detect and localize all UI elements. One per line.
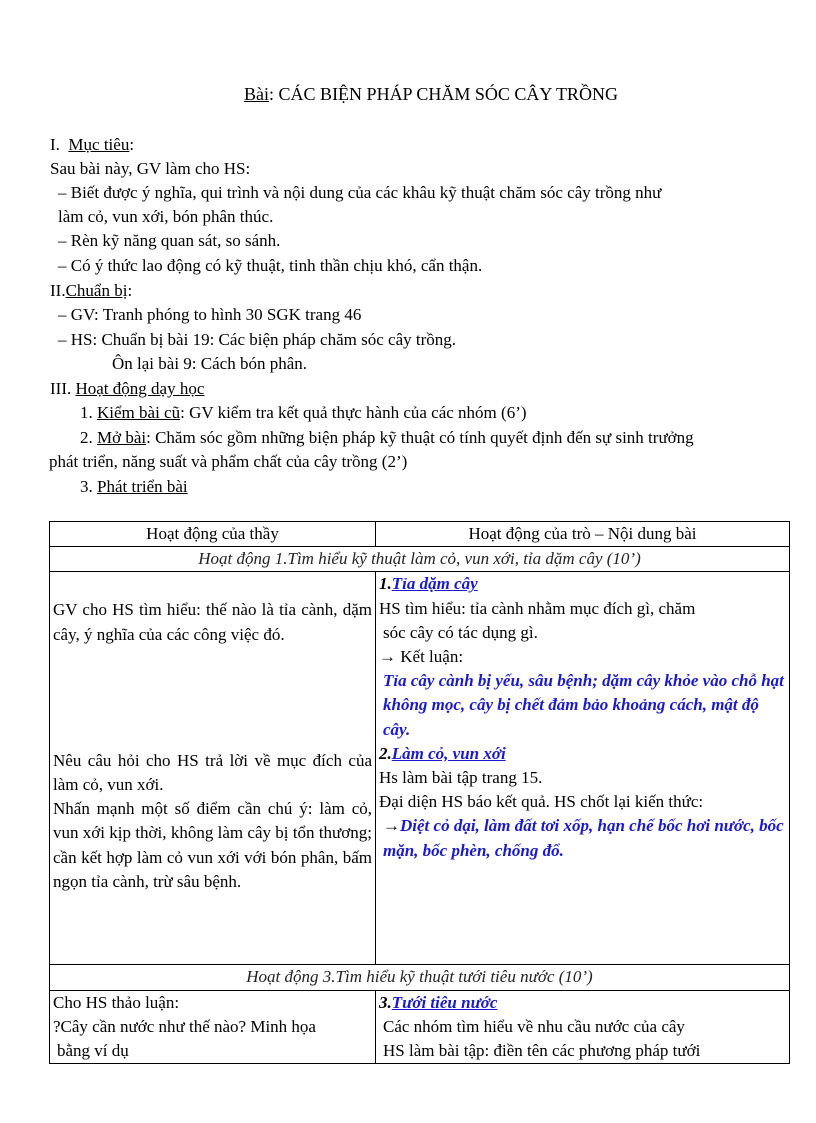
objective-item-cont: làm cỏ, vun xới, bón phân thúc.	[58, 207, 274, 226]
section3-heading: III. Hoạt động dạy học	[50, 379, 205, 398]
objective-item: – Có ý thức lao động có kỹ thuật, tinh thần chịu khó, cẩn thận.	[58, 256, 483, 275]
step-2: 2. Mở bài: Chăm sóc gồm những biện pháp kỹ thuật có tính quyết định đến sự sinh trưởng	[80, 428, 694, 447]
section1-title: Mục tiêu	[68, 135, 130, 154]
student-cell: 3.Tưới tiêu nước Các nhóm tìm hiểu về nhu cầu nước của cây HS làm bài tập: điền tên các phương pháp tưới	[376, 990, 790, 1064]
title-prefix: Bài	[244, 84, 270, 104]
teacher-cell: Cho HS thảo luận: ?Cây cần nước như thế nào? Minh họa bằng ví dụ	[50, 990, 376, 1064]
arrow-icon: →	[379, 647, 396, 667]
section2-title: Chuẩn bị	[65, 281, 128, 300]
page-title	[0, 84, 816, 105]
preparation-item-cont: Ôn lại bài 9: Cách bón phân.	[112, 354, 307, 373]
student-text: sóc cây có tác dụng gì.	[383, 622, 538, 642]
lesson-table	[49, 521, 790, 1064]
arrow-icon: →	[383, 816, 400, 836]
section1-heading: I. Mục tiêu:	[50, 135, 135, 154]
table-row	[50, 572, 790, 965]
header-teacher: Hoạt động của thầy	[50, 522, 376, 547]
preparation-item: – GV: Tranh phóng to hình 30 SGK trang 46	[58, 305, 362, 324]
step-1: 1. Kiểm bài cũ: GV kiểm tra kết quả thực hành của các nhóm (6’)	[80, 403, 527, 422]
section3-title: Hoạt động dạy học	[75, 379, 205, 398]
teacher-cell	[50, 572, 376, 965]
preparation-item: – HS: Chuẩn bị bài 19: Các biện pháp chăm sóc cây trồng.	[58, 330, 456, 349]
subsection-3: 3.Tưới tiêu nước	[379, 992, 498, 1012]
teacher-text: Nêu câu hỏi cho HS trả lời về mục đích của làm cỏ, vun xới.	[53, 750, 372, 795]
student-text: Hs làm bài tập trang 15.	[379, 768, 543, 788]
student-cell	[376, 572, 790, 965]
table-row	[50, 990, 790, 1064]
student-text: Đại diện HS báo kết quả. HS chốt lại kiến thức:	[379, 792, 704, 812]
teacher-text: Nhấn mạnh một số điểm cần chú ý: làm cỏ, vun xới kịp thời, không làm cây bị tổn thương; cần kết hợp làm cỏ vun xới với bón phân, bấm ngọn tỉa cành, trừ sâu bệnh.	[53, 799, 372, 891]
conclusion-text: Tỉa cây cành bị yếu, sâu bệnh; dặm cây khỏe vào chỗ hạt không mọc, cây bị chết đảm bảo khoảng cách, mật độ cây.	[383, 671, 784, 739]
teacher-text: GV cho HS tìm hiểu: thế nào là tỉa cành, dặm cây, ý nghĩa của các công việc đó.	[53, 600, 372, 644]
section1-intro: Sau bài này, GV làm cho HS:	[50, 159, 251, 178]
step-3: 3. Phát triển bài	[80, 477, 188, 496]
objective-item: – Rèn kỹ năng quan sát, so sánh.	[58, 231, 281, 250]
activity-1-title: Hoạt động 1.Tìm hiểu kỹ thuật làm cỏ, vun xới, tỉa dặm cây (10’)	[50, 547, 790, 572]
header-student: Hoạt động của trò – Nội dung bài	[376, 522, 790, 547]
activity-row	[50, 965, 790, 990]
conclusion-label: → Kết luận:	[379, 647, 464, 667]
student-text: HS tìm hiểu: tỉa cành nhằm mục đích gì, chăm	[379, 598, 696, 618]
table-header-row	[50, 522, 790, 547]
summary-text: →Diệt cỏ dại, làm đất tơi xốp, hạn chế bốc hơi nước, bốc mặn, bốc phèn, chống đổ.	[383, 816, 784, 860]
title-text: : CÁC BIỆN PHÁP CHĂM SÓC CÂY TRỒNG	[269, 84, 618, 104]
subsection-1: 1.Tỉa dặm cây	[379, 574, 478, 594]
objective-item: – Biết được ý nghĩa, qui trình và nội dung của các khâu kỹ thuật chăm sóc cây trồng như	[58, 183, 662, 202]
subsection-2: 2.Làm cỏ, vun xới	[379, 743, 506, 763]
activity-row	[50, 547, 790, 572]
step-2-cont: phát triển, năng suất và phẩm chất của cây trồng (2’)	[49, 452, 408, 471]
activity-3-title: Hoạt động 3.Tìm hiểu kỹ thuật tưới tiêu nước (10’)	[50, 965, 790, 990]
section2-heading: II.Chuẩn bị:	[50, 281, 133, 300]
